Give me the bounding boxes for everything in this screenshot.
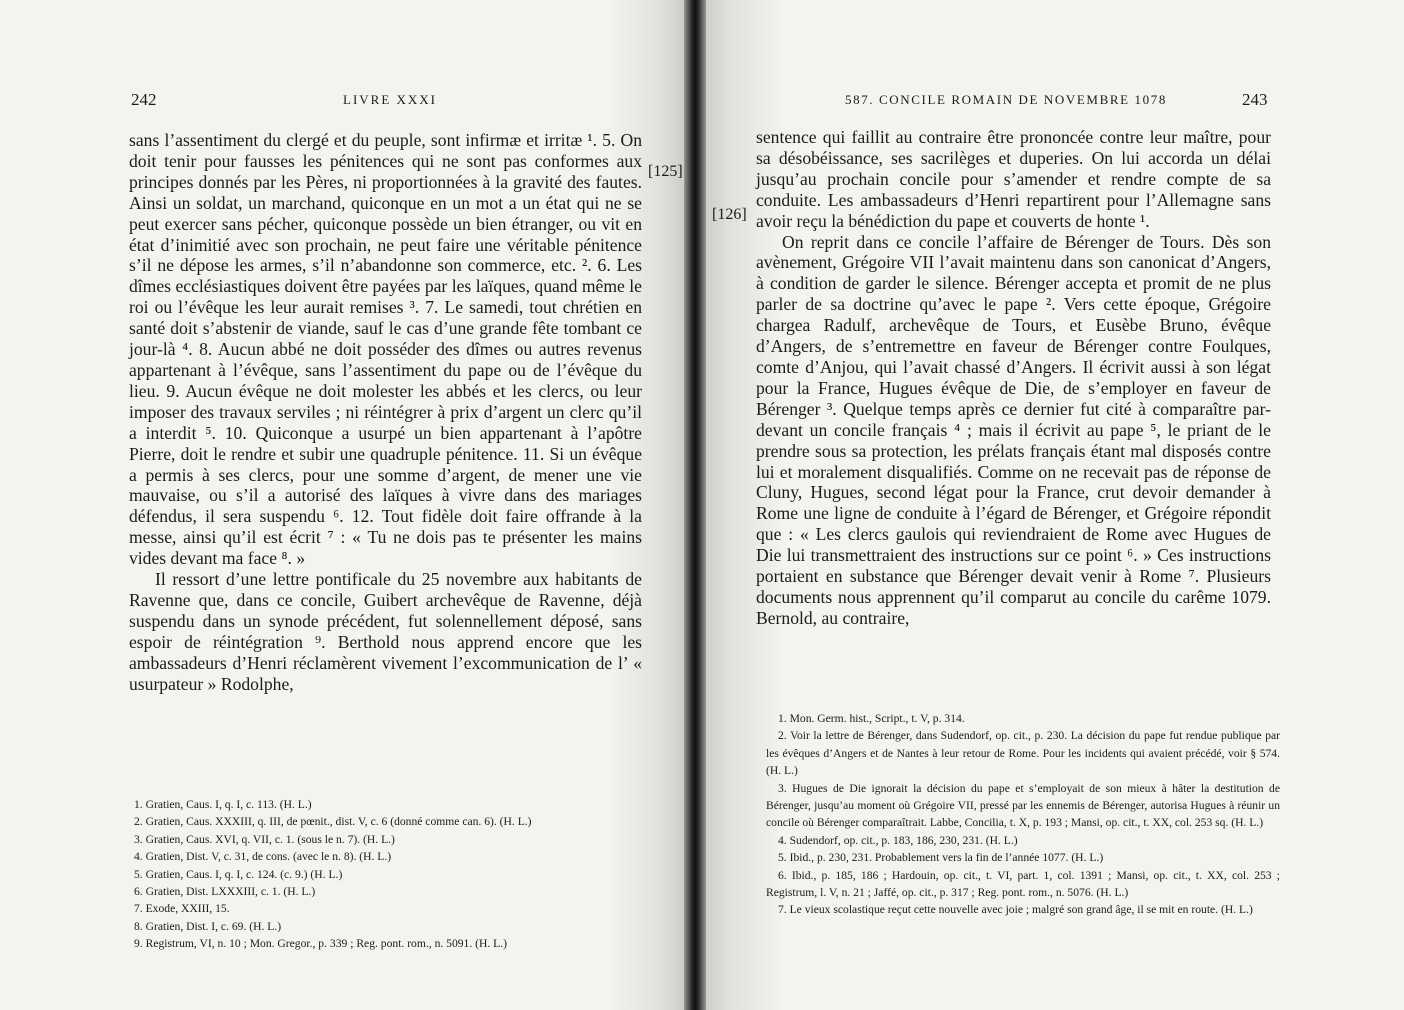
right-paragraph-1: sentence qui faillit au contraire être prononcée contre leur maître, pour sa désobéissance, ses sacrilèges et duperies. On lui accorda un délai jusqu’au prochain concile pour s’amender et rendre compte de sa conduite. Les ambassadeurs d’Henri repartirent pour l’Allemagne sans avoir reçu la bénédiction du pape et couverts de honte ¹.: [756, 127, 1271, 231]
page-number-left: 242: [131, 90, 157, 109]
book-gutter: [684, 0, 706, 1010]
footnote: 3. Gratien, Caus. XVI, q. VII, c. 1. (sous le n. 7). (H. L.): [134, 832, 395, 846]
left-paragraph-1: sans l’assentiment du clergé et du peuple, sont infirmæ et irritæ ¹. 5. On doit tenir pour fausses les pénitences qui ne sont pas conformes aux principes donnés par les Pères, ni proportionnées à la gravité des fautes. Ainsi un soldat, un marchand, quiconque en un mot a un état qui ne se peut exercer sans pécher, quiconque possède un bien étranger, ou vit en état d’inimitié avec son prochain, ne peut faire une véritable pénitence s’il ne dépose les armes, s’il n’abandonne son commerce, etc. ². 6. Les dîmes ecclésiastiques doivent être payées par les laïques, quand même le roi ou l’évêque les leur aurait remises ³. 7. Le samedi, tout chrétien en santé doit s’abstenir de viande, sauf le cas d’une grande fête tombant ce jour-là ⁴. 8. Aucun abbé ne doit posséder des dîmes ou autres revenus appartenant à l’évêque, sans l’assentiment du pape ou de l’évêque du lieu. 9. Aucun évêque ne doit molester les abbés et les clercs, ou leur imposer des travaux serviles ; ni réintégrer à prix d’argent un clerc qu’il a interdit ⁵. 10. Quiconque a usurpé un bien appartenant à l’apôtre Pierre, doit le rendre et subir une quadruple pénitence. 11. Si un évêque a permis à ses clercs, pour une somme d’argent, de mener une vie mauvaise, ou s’il a autorisé des laïques à vivre dans des mariages défendus, il sera suspendu ⁶. 12. Tout fidèle doit faire offrande à la messe, ainsi qu’il est écrit ⁷ : « Tu ne dois pas te présenter les mains vides devant ma face ⁸. »: [129, 130, 642, 569]
footnote: 2. Gratien, Caus. XXXIII, q. III, de pœnit., dist. V, c. 6 (donné comme can. 6). (H. L.): [134, 815, 532, 829]
footnote: 4. Sudendorf, op. cit., p. 183, 186, 230, 231. (H. L.): [778, 833, 1018, 847]
right-footnotes: [766, 710, 1280, 919]
footnote: 8. Gratien, Dist. I, c. 69. (H. L.): [134, 919, 282, 933]
footnote: 7. Exode, XXIII, 15.: [134, 902, 230, 916]
left-page: [0, 0, 690, 1010]
footnote: 5. Gratien, Caus. I, q. I, c. 124. (c. 9.) (H. L.): [134, 867, 343, 881]
page-number-right: 243: [1242, 90, 1268, 109]
margin-reference-right: [126]: [712, 206, 747, 223]
right-page: [700, 0, 1404, 1010]
left-body-text: [129, 130, 642, 694]
footnote: 1. Gratien, Caus. I, q. I, c. 113. (H. L.): [134, 798, 312, 811]
footnote: 6. Gratien, Dist. LXXXIII, c. 1. (H. L.): [134, 885, 316, 899]
footnote: 9. Registrum, VI, n. 10 ; Mon. Gregor., p. 339 ; Reg. pont. rom., n. 5091. (H. L.): [134, 937, 508, 951]
footnote: 4. Gratien, Dist. V, c. 31, de cons. (avec le n. 8). (H. L.): [134, 850, 392, 864]
left-paragraph-2: Il ressort d’une lettre pontificale du 25 novembre aux habitants de Ravenne que, dans ce concile, Guibert archevêque de Ravenne, déjà suspendu dans un synode précédent, fut solennellement déposé, sans espoir de réintégration ⁹. Berthold nous apprend encore que les ambassadeurs d’Henri réclamèrent vivement l’excommunication de l’ « usurpateur » Rodolphe,: [129, 569, 642, 694]
margin-reference-left: [125]: [648, 163, 683, 180]
footnote: 5. Ibid., p. 230, 231. Probablement vers la fin de l’année 1077. (H. L.): [778, 851, 1104, 865]
footnote: 2. Voir la lettre de Bérenger, dans Sudendorf, op. cit., p. 230. La décision du pape fut rendue publique par les évêques d’Angers et de Nantes à leur retour de Rome. Pour les incidents qui avaient précédé, voir § 574. (H. L.): [766, 729, 1280, 778]
right-paragraph-2: On reprit dans ce concile l’affaire de Bérenger de Tours. Dès son avènement, Grégoire VII l’avait maintenu dans son canonicat d’Angers, à condition de garder le silence. Bérenger accepta et promit de ne plus parler de sa doctrine qu’avec le pape ². Vers cette époque, Grégoire chargea Radulf, archevêque de Tours, et Eusèbe Bruno, évêque d’Angers, de s’entremettre en faveur de Bérenger contre Foulques, comte d’Anjou, qui l’avait chassé d’Angers. Il écrivit aussi à son légat pour la France, Hugues évêque de Die, de s’employer en faveur de Bérenger ³. Quelque temps après ce dernier fut cité à comparaître par-devant un concile français ⁴ ; mais il écrivit au pape ⁵, le priant de le prendre sous sa protection, les prélats français étant mal disposés contre lui et moralement disqualifiés. Comme on ne recevait pas de réponse de Cluny, Hugues, second légat pour la France, crut devoir demander à Rome une ligne de conduite à l’égard de Bérenger, et Grégoire répondit que : « Les clercs gaulois qui reviendraient de Rome avec Hugues de Die lui transmettraient des instructions sur ce point ⁶. » Ces instructions portaient en substance que Bérenger devait venir à Rome ⁷. Plusieurs documents nous apprennent qu’il comparut au concile du carême 1079. Bernold, au contraire,: [756, 231, 1271, 628]
running-head-right: 587. CONCILE ROMAIN DE NOVEMBRE 1078: [845, 92, 1167, 107]
right-body-text: [756, 127, 1271, 629]
footnote: 1. Mon. Germ. hist., Script., t. V, p. 314.: [778, 712, 965, 725]
footnote: 3. Hugues de Die ignorait la décision du pape et s’employait de son mieux à hâter la destitution de Bérenger, jusqu’au moment où Grégoire VII, pressé par les ennemis de Bérenger, autorisa Hugues à réunir un concile où Bérenger comparaîtrait. Labbe, Concilia, t. X, p. 193 ; Mansi, op. cit., t. XX, col. 253 sq. (H. L.): [766, 781, 1280, 830]
left-footnotes: [122, 796, 640, 953]
footnote: 6. Ibid., p. 185, 186 ; Hardouin, op. cit., t. VI, part. 1, col. 1391 ; Mansi, op. cit., t. XX, col. 253 ; Registrum, l. V, n. 21 ; Jaffé, op. cit., p. 317 ; Reg. pont. rom., n. 5076. (H. L.): [766, 868, 1280, 900]
running-head-left: LIVRE XXXI: [343, 92, 438, 107]
footnote: 7. Le vieux scolastique reçut cette nouvelle avec joie ; malgré son grand âge, il se mit en route. (H. L.): [778, 903, 1253, 917]
